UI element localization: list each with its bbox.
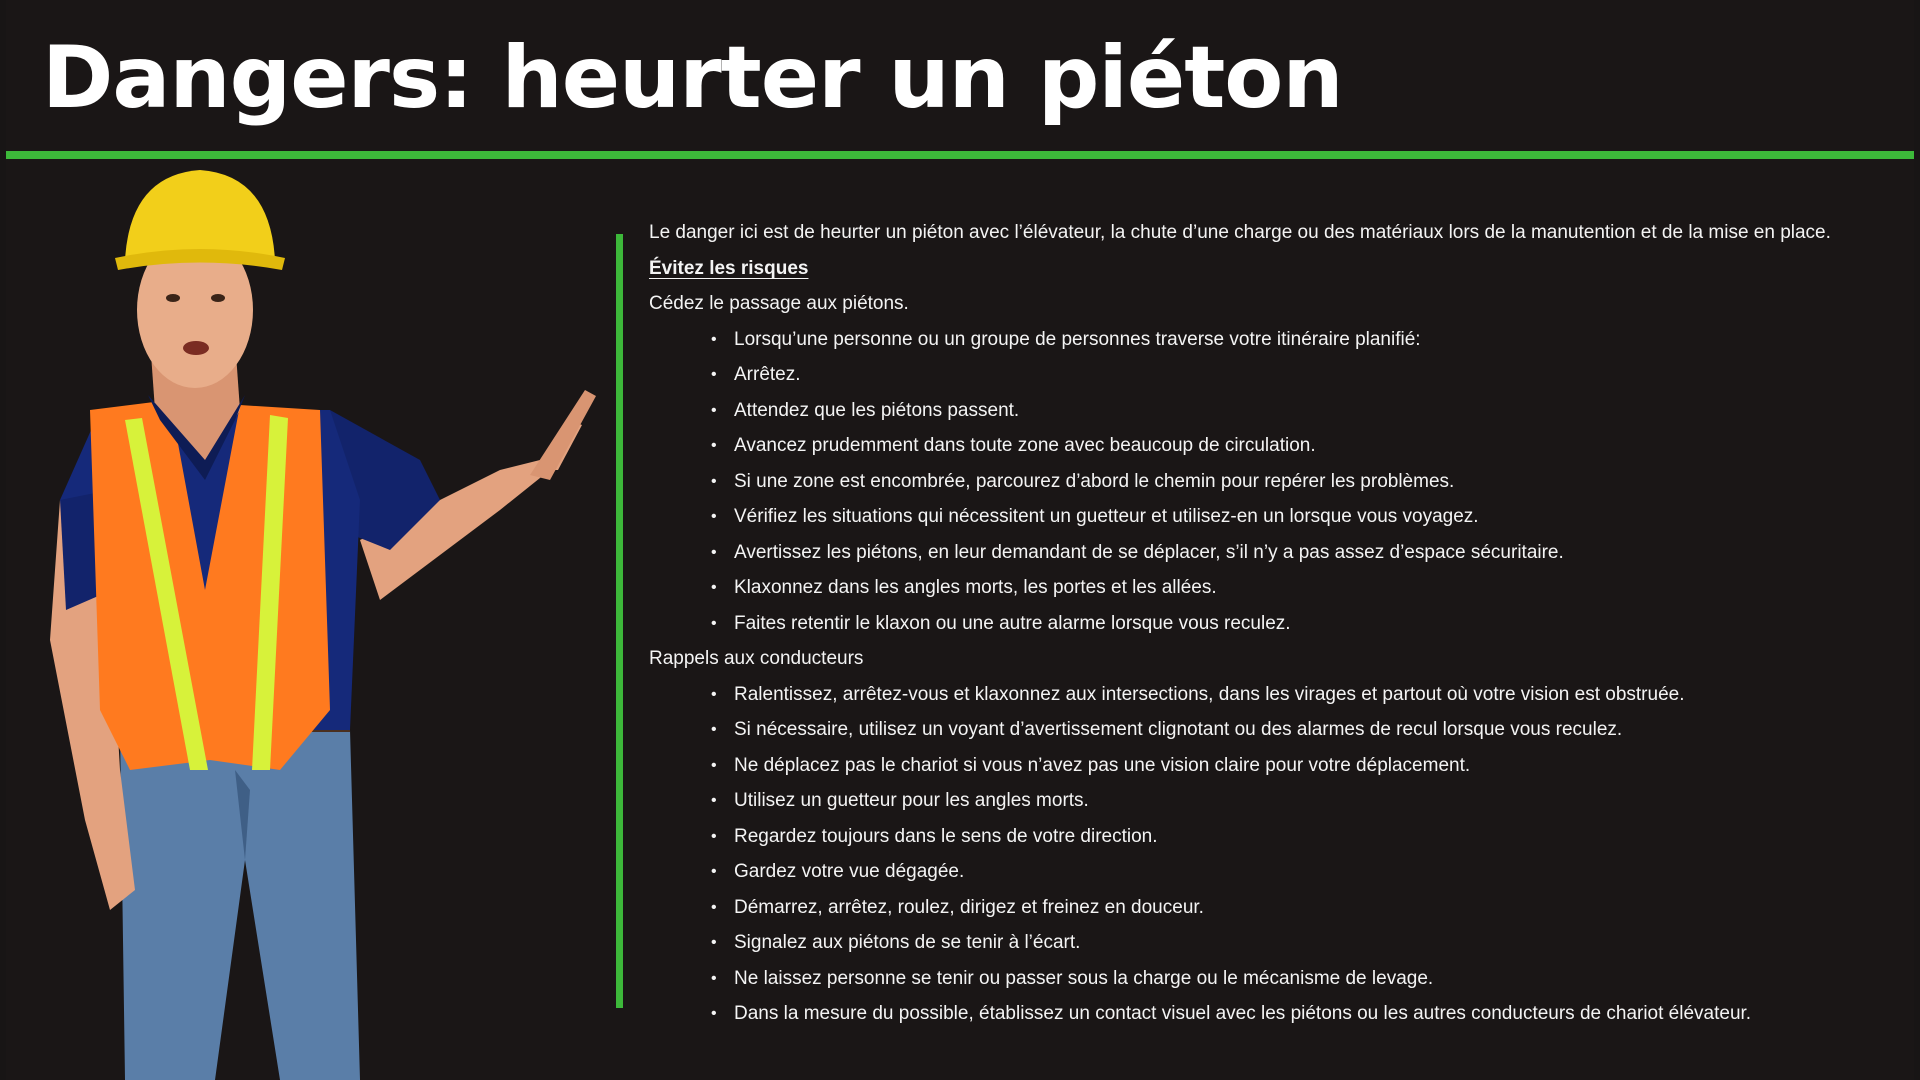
slide-content [649, 215, 1889, 1032]
section-pedestrians-heading: Cédez le passage aux piétons. [649, 293, 909, 314]
list-item: • Si nécessaire, utilisez un voyant d’avertissement clignotant ou des alarmes de recul lorsque vous reculez. [711, 719, 1623, 740]
list-item: • Avancez prudemment dans toute zone avec beaucoup de circulation. [711, 435, 1316, 456]
intro-text: Le danger ici est de heurter un piéton avec l’élévateur, la chute d’une charge ou des matériaux lors de la manutention et de la mise en place. [649, 222, 1831, 243]
list-item: • Regardez toujours dans le sens de votre direction. [711, 825, 1158, 847]
list-item: • Faites retentir le klaxon ou une autre alarme lorsque vous reculez. [711, 612, 1291, 634]
list-item: • Avertissez les piétons, en leur demandant de se déplacer, s’il n’y a pas assez d’espace sécuritaire. [711, 541, 1564, 563]
list-item: • Démarrez, arrêtez, roulez, dirigez et freinez en douceur. [711, 896, 1204, 918]
slide-title: Dangers: heurter un piéton [42, 28, 1343, 128]
section-drivers-heading: Rappels aux conducteurs [649, 648, 864, 669]
list-item: • Dans la mesure du possible, établissez un contact visuel avec les piétons ou les autres conducteurs de chariot élévateur. [711, 1003, 1752, 1024]
raised-fingers-2 [530, 390, 596, 480]
pedestrians-list [649, 322, 1889, 642]
construction-worker-illustration [30, 170, 610, 1080]
list-item: • Utilisez un guetteur pour les angles morts. [711, 790, 1089, 811]
list-item: • Si une zone est encombrée, parcourez d’abord le chemin pour repérer les problèmes. [711, 470, 1455, 492]
list-item: • Ne laissez personne se tenir ou passer sous la charge ou le mécanisme de levage. [711, 967, 1434, 989]
list-item: • Ralentissez, arrêtez-vous et klaxonnez aux intersections, dans les virages et partout où votre vision est obstruée. [711, 683, 1685, 705]
content-divider [616, 234, 623, 1008]
subheading-avoid-risks: Évitez les risques [649, 257, 809, 279]
list-item: • Vérifiez les situations qui nécessitent un guetteur et utilisez-en un lorsque vous voyagez. [711, 506, 1479, 527]
list-item: • Signalez aux piétons de se tenir à l’écart. [711, 932, 1081, 953]
list-item: • Gardez votre vue dégagée. [711, 861, 965, 882]
list-item: • Ne déplacez pas le chariot si vous n’avez pas une vision claire pour votre déplacement. [711, 754, 1471, 776]
list-item: • Attendez que les piétons passent. [711, 399, 1020, 421]
list-item: • Arrêtez. [711, 364, 801, 385]
title-divider [6, 151, 1914, 159]
list-item: • Lorsqu’une personne ou un groupe de personnes traverse votre itinéraire planifié: [711, 328, 1421, 350]
hard-hat [125, 170, 275, 260]
drivers-list [649, 677, 1889, 1032]
list-item: • Klaxonnez dans les angles morts, les portes et les allées. [711, 577, 1217, 598]
mouth [183, 341, 209, 355]
